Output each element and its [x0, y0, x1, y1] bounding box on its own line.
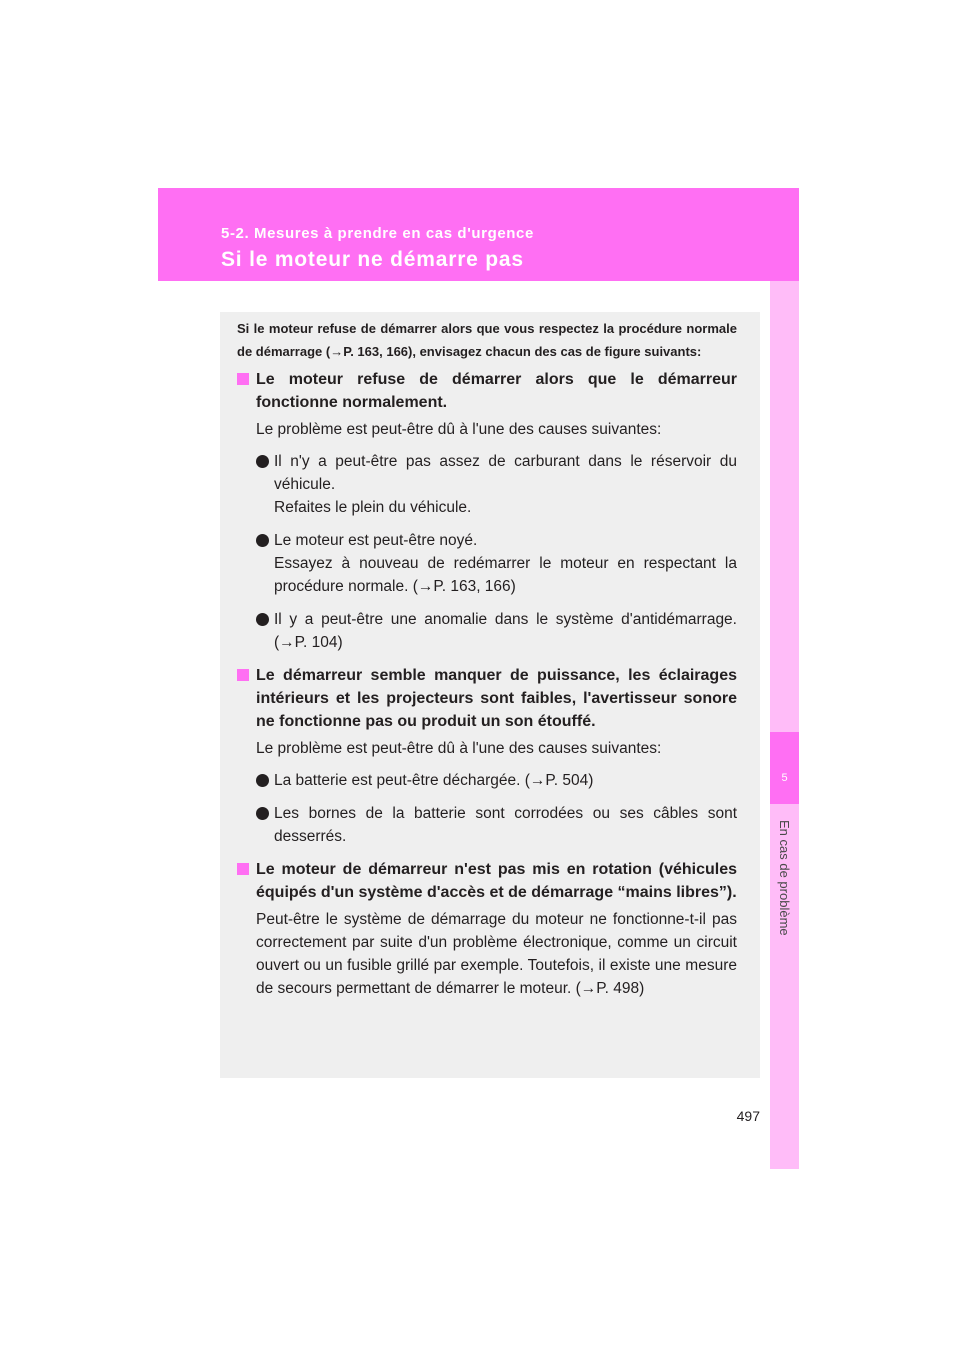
- list-item-text: Le moteur est peut-être noyé.: [274, 532, 478, 549]
- section-heading: [237, 368, 737, 414]
- list-item-text: Il y a peut-être une anomalie dans le système d'antidémarrage. (→P. 104): [274, 611, 737, 651]
- section-heading-text: Le moteur de démarreur n'est pas mis en rotation (véhicules équipés d'un système d'accès et de démarrage “mains libres”).: [256, 861, 737, 901]
- content: [237, 317, 737, 1009]
- list-item: [237, 450, 737, 519]
- square-bullet-icon: [237, 669, 249, 681]
- list-item-detail: Refaites le plein du véhicule.: [274, 499, 472, 516]
- page-header: [158, 188, 799, 281]
- list-item: [237, 802, 737, 848]
- section-heading-text: Le moteur refuse de démarrer alors que le démarreur fonctionne normalement.: [256, 371, 737, 411]
- list-item-text: La batterie est peut-être déchargée. (→P. 504): [274, 772, 594, 789]
- list-item-text: Il n'y a peut-être pas assez de carburant dans le réservoir du véhicule.: [274, 453, 737, 493]
- section-body: Peut-être le système de démarrage du moteur ne fonctionne-t-il pas correctement par suite d'un problème électronique, comme un circuit ouvert ou un fusible grillé par exemple. Toutefois, il existe une mesure de secours permettant de démarrer le moteur. (→P. 498): [256, 911, 737, 997]
- list-item-detail: Essayez à nouveau de redémarrer le moteur en respectant la procédure normale. (→P. 163, 166): [274, 555, 737, 595]
- bullet-dot-icon: [256, 774, 269, 787]
- section-body: Le problème est peut-être dû à l'une des causes suivantes:: [256, 740, 662, 757]
- section-heading: [237, 664, 737, 733]
- section-heading: [237, 858, 737, 904]
- square-bullet-icon: [237, 863, 249, 875]
- page-number: 497: [736, 1108, 760, 1124]
- section-body: Le problème est peut-être dû à l'une des causes suivantes:: [256, 421, 662, 438]
- intro-paragraph: Si le moteur refuse de démarrer alors que vous respectez la procédure normale de démarrage (→P. 163, 166), envisagez chacun des cas de figure suivants:: [237, 321, 737, 359]
- bullet-dot-icon: [256, 807, 269, 820]
- bullet-dot-icon: [256, 455, 269, 468]
- chapter-number: 5: [781, 772, 788, 784]
- chapter-tab: [770, 732, 799, 804]
- square-bullet-icon: [237, 373, 249, 385]
- page-title: Si le moteur ne démarre pas: [221, 248, 524, 271]
- list-item-text: Les bornes de la batterie sont corrodées ou ses câbles sont desserrés.: [274, 805, 737, 845]
- list-item: [237, 769, 737, 792]
- chapter-title-text: En cas de problème: [777, 820, 792, 936]
- list-item: [237, 608, 737, 654]
- chapter-title: [770, 813, 799, 943]
- section-heading-text: Le démarreur semble manquer de puissance, les éclairages intérieurs et les projecteurs sont faibles, l'avertisseur sonore ne fonctionne pas ou produit un son étouffé.: [256, 667, 737, 730]
- list-item: [237, 529, 737, 598]
- section-label: 5-2. Mesures à prendre en cas d'urgence: [221, 225, 534, 242]
- bullet-dot-icon: [256, 534, 269, 547]
- bullet-dot-icon: [256, 613, 269, 626]
- side-strip: [770, 281, 799, 1169]
